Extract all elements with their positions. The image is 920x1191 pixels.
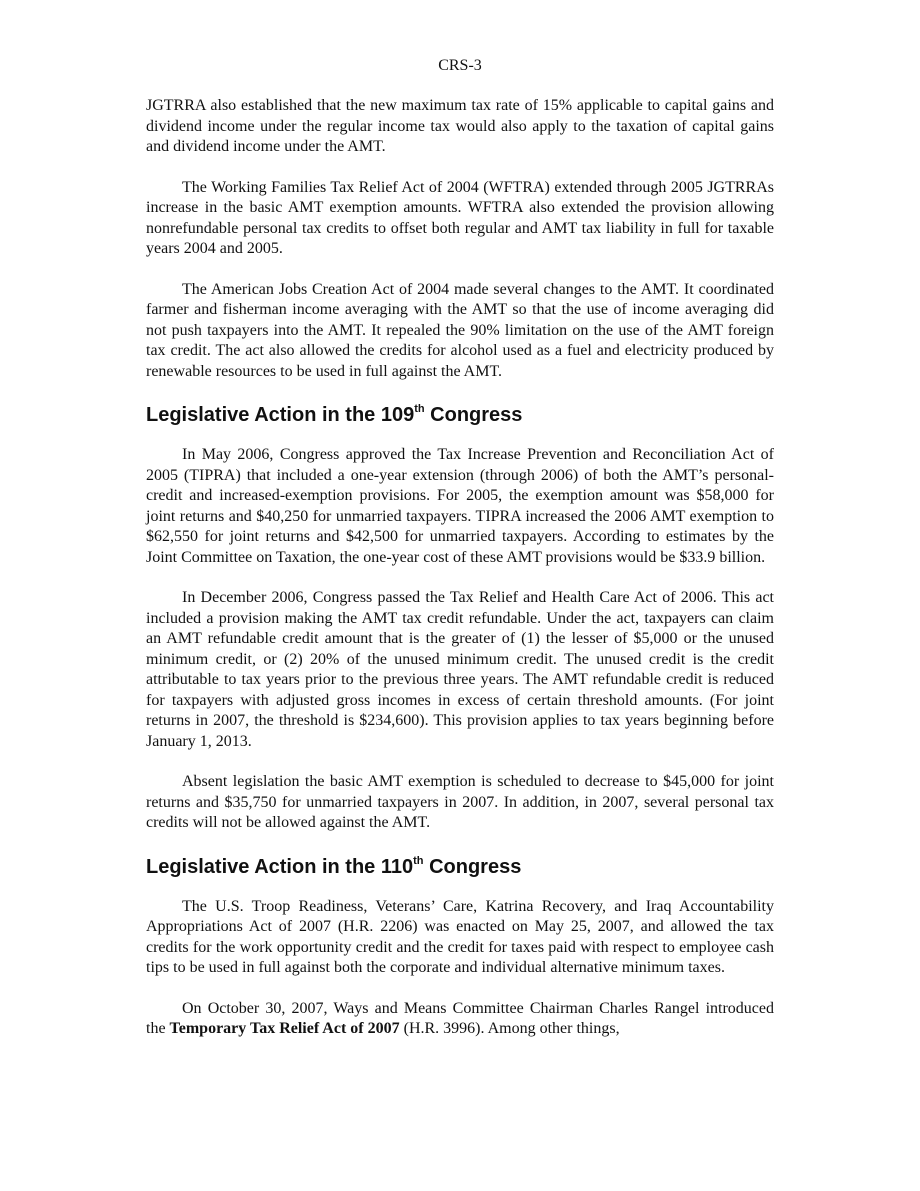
heading-text: Legislative Action in the 109 (146, 404, 415, 426)
paragraph-jgtrra-capital-gains: JGTRRA also established that the new maximum tax rate of 15% applicable to capital gains and dividend income under the regular income tax would also apply to the taxation of capital gains and dividend income under the AMT. (146, 97, 774, 155)
paragraph-absent-legislation: Absent legislation the basic AMT exemption is scheduled to decrease to $45,000 for joint returns and $35,750 for unmarried taxpayers in 2007. In addition, in 2007, several personal tax credits will not be allowed against the AMT. (146, 773, 774, 831)
document-body (146, 96, 774, 1060)
paragraph-wftra: The Working Families Tax Relief Act of 2004 (WFTRA) extended through 2005 JGTRRAs increase in the basic AMT exemption amounts. WFTRA also extended the provision allowing nonrefundable personal tax credits to offset both regular and AMT tax liability in full for taxable years 2004 and 2005. (146, 178, 774, 257)
heading-tail: Congress (424, 404, 523, 426)
heading-superscript: th (414, 403, 425, 415)
paragraph-text: (H.R. 3996). Among other things, (399, 1020, 620, 1037)
paragraph-tipra: In May 2006, Congress approved the Tax Increase Prevention and Reconciliation Act of 2005 (TIPRA) that included a one-year extension (through 2006) of both the AMT’s personal-credit and increased-exemption provisions. For 2005, the exemption amount was $58,000 for joint returns and $40,250 for unmarried taxpayers. TIPRA increased the 2006 AMT exemption to $62,550 for joint returns and $42,500 for unmarried taxpayers. According to estimates by the Joint Committee on Taxation, the one-year cost of these AMT provisions would be $33.9 billion. (146, 446, 774, 566)
heading-tail: Congress (423, 855, 522, 878)
heading-superscript: th (413, 854, 424, 867)
paragraph-text: On October 30, 2007, Ways and Means Committee Chairman Charles Rangel introduced the (146, 999, 774, 1037)
heading-text: Legislative Action in the 110 (146, 855, 414, 878)
paragraph-temporary-tax-relief-act (146, 999, 774, 1040)
bill-title-bold: Temporary Tax Relief Act of 2007 (169, 1020, 400, 1037)
paragraph-tax-relief-health-care-act: In December 2006, Congress passed the Tax Relief and Health Care Act of 2006. This act included a provision making the AMT tax credit refundable. Under the act, taxpayers can claim an AMT refundable credit amount that is the greater of (1) the lesser of $5,000 or the unused minimum credit, or (2) 20% of the unused minimum credit. The unused credit is the credit attributable to tax years prior to the previous three years. The AMT refundable credit is reduced for taxpayers with adjusted gross incomes in excess of certain threshold amounts. (For joint returns in 2007, the threshold is $234,600). This provision applies to tax years beginning before January 1, 2013. (146, 589, 774, 750)
paragraph-troop-readiness-act: The U.S. Troop Readiness, Veterans’ Care, Katrina Recovery, and Iraq Accountability Appropriations Act of 2007 (H.R. 2206) was enacted on May 25, 2007, and allowed the tax credits for the work opportunity credit and the credit for taxes paid with respect to employee cash tips to be used in full against both the corporate and individual alternative minimum taxes. (146, 897, 774, 976)
page-number-header: CRS-3 (438, 57, 482, 74)
section-heading-109th-congress (146, 402, 774, 428)
section-heading-110th-congress (146, 854, 774, 880)
paragraph-american-jobs-creation-act: The American Jobs Creation Act of 2004 made several changes to the AMT. It coordinated farmer and fisherman income averaging with the AMT so that the use of income averaging did not push taxpayers into the AMT. It repealed the 90% limitation on the use of the AMT foreign tax credit. The act also allowed the credits for alcohol used as a fuel and electricity produced by renewable resources to be used in full against the AMT. (146, 280, 774, 380)
